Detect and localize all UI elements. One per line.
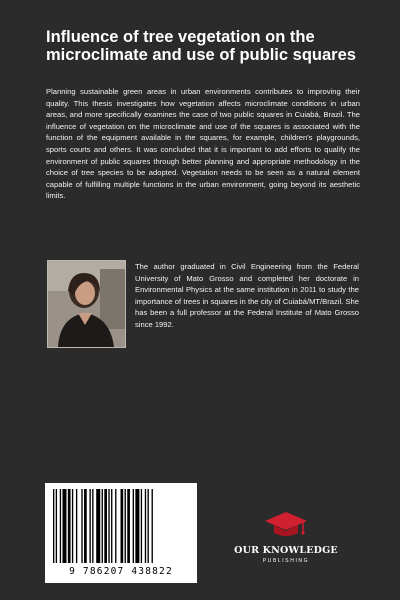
isbn-number: 9 786207 438822 <box>69 566 173 577</box>
author-bio: The author graduated in Civil Engineering from the Federal University of Mato Grosso and completed her doctorate in Environmental Physics at the same institution in 2011 to study the importance of trees in squares in the city of Cuiabá/MT/Brazil. She has been a full professor at the Federal Institute of Mato Grosso since 1992. <box>135 262 359 329</box>
publisher-name: OUR KNOWLEDGE <box>234 545 338 556</box>
publisher-logo <box>222 510 350 570</box>
author-photo <box>47 260 126 348</box>
book-title: Influence of tree vegetation on the microclimate and use of public squares <box>46 28 356 64</box>
publisher-tagline: PUBLISHING <box>262 558 310 564</box>
graduation-cap-icon <box>263 525 309 542</box>
book-description: Planning sustainable green areas in urban environments contributes to improving their quality. This thesis investigates how vegetation affects microclimate conditions in urban areas, and more specifically examines the case of two public squares in Cuiabá, Brazil. The influence of vegetation on the microclimate and use of the squares is associated with the function of the equipment available in the squares, for example, children's playgrounds, sports courts and others. It was concluded that it is important to add efforts to qualify the environment of public squares through better planning and appropriate methodology in the choice of tree species to be adopted. Vegetation needs to be seen as a natural element capable of fulfilling multiple functions in the urban environment, going beyond its aesthetic limits. <box>46 87 360 201</box>
isbn-barcode <box>45 483 197 583</box>
